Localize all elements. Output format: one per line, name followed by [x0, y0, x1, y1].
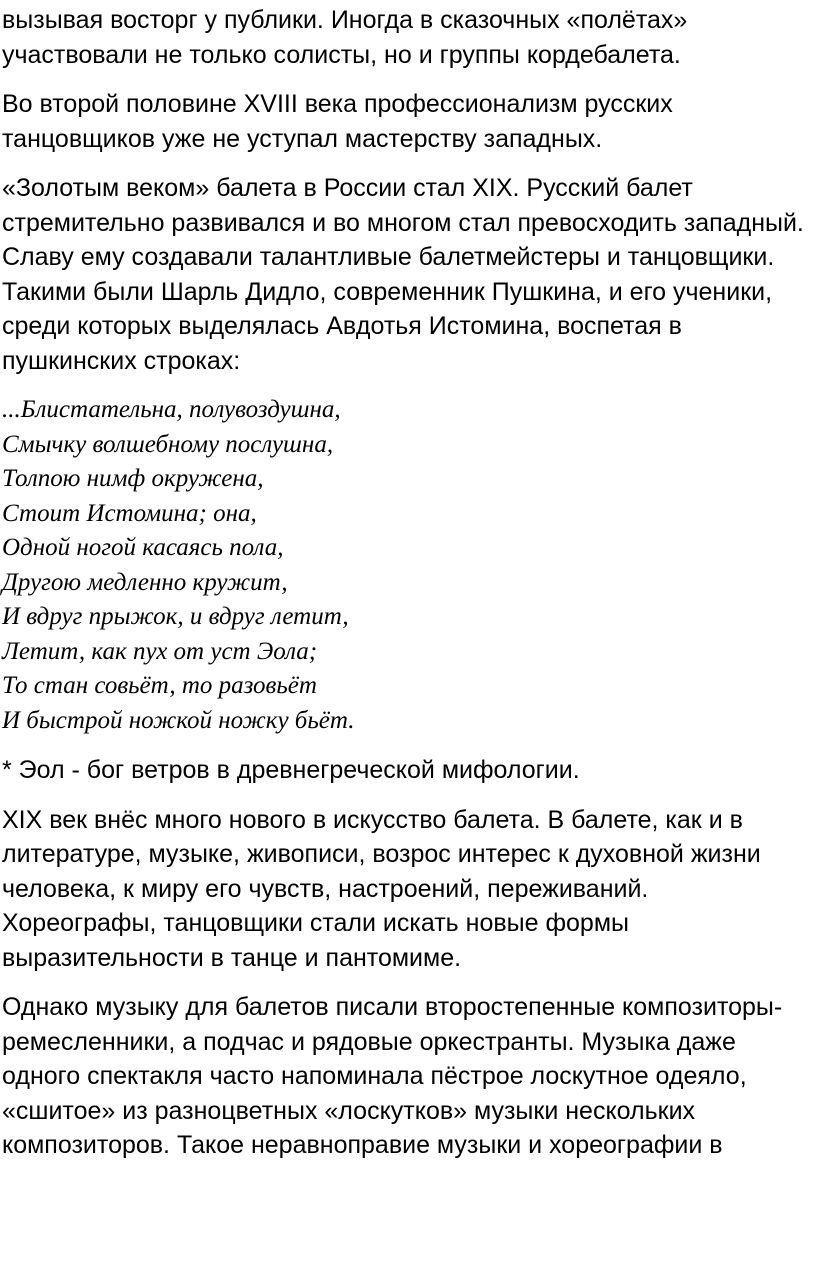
text-line: композиторов. Такое неравноправие музыки и хореографии в: [2, 1131, 723, 1159]
paragraph-2: [2, 87, 816, 156]
text-line: литературе, музыке, живописи, возрос интерес к духовной жизни: [2, 840, 761, 868]
text-line: среди которых выделялась Авдотья Истомина, воспетая в: [2, 312, 682, 340]
poem-line: Смычку волшебному послушна,: [2, 430, 334, 458]
poem-line: Другою медленно кружит,: [2, 568, 288, 596]
text-line: Хореографы, танцовщики стали искать новые формы: [2, 909, 629, 937]
text-line: Такими были Шарль Дидло, современник Пушкина, и его ученики,: [2, 277, 773, 306]
text-line: выразительности в танце и пантомиме.: [2, 943, 462, 972]
footnote: [2, 753, 816, 788]
text-line: ремесленники, а подчас и рядовые оркестранты. Музыка даже: [2, 1027, 736, 1056]
paragraph-1: [2, 3, 816, 72]
text-line: стремительно развивался и во многом стал превосходить западный.: [2, 208, 804, 237]
text-line: XIX век внёс много нового в искусство балета. В балете, как и в: [2, 805, 743, 834]
poem-line: ...Блистательна, полувоздушна,: [2, 396, 341, 423]
poem-excerpt: [2, 393, 816, 738]
text-line: одного спектакля часто напоминала пёстрое лоскутное одеяло,: [2, 1062, 747, 1090]
text-line: участвовали не только солисты, но и группы кордебалета.: [2, 40, 681, 69]
poem-line: И вдруг прыжок, и вдруг летит,: [2, 603, 349, 630]
text-line: человека, к миру его чувств, настроений, переживаний.: [2, 874, 649, 903]
poem-line: То стан совьёт, то разовьёт: [2, 672, 317, 699]
poem-line: Стоит Истомина; она,: [2, 499, 257, 527]
paragraph-5: [2, 990, 816, 1163]
text-line: «Золотым веком» балета в России стал XIX. Русский балет: [2, 174, 693, 202]
paragraph-4: [2, 803, 816, 976]
text-line: пушкинских строках:: [2, 346, 241, 375]
poem-line: Летит, как пух от уст Эола;: [2, 637, 318, 665]
paragraph-3: [2, 171, 816, 378]
poem-line: Толпою нимф окружена,: [2, 465, 264, 492]
poem-line: И быстрой ножкой ножку бьёт.: [2, 706, 355, 734]
text-line: Во второй половине XVIII века профессионализм русских: [2, 90, 673, 118]
text-line: Славу ему создавали талантливые балетмейстеры и танцовщики.: [2, 243, 775, 271]
text-line: Однако музыку для балетов писали второстепенные композиторы-: [2, 993, 783, 1021]
poem-line: Одной ногой касаясь пола,: [2, 534, 284, 561]
text-line: «сшитое» из разноцветных «лоскутков» музыки нескольких: [2, 1096, 696, 1125]
footnote-text: * Эол - бог ветров в древнегреческой мифологии.: [2, 756, 580, 784]
text-line: танцовщиков уже не уступал мастерству западных.: [2, 124, 603, 153]
text-line: вызывая восторг у публики. Иногда в сказочных «полётах»: [2, 6, 688, 34]
